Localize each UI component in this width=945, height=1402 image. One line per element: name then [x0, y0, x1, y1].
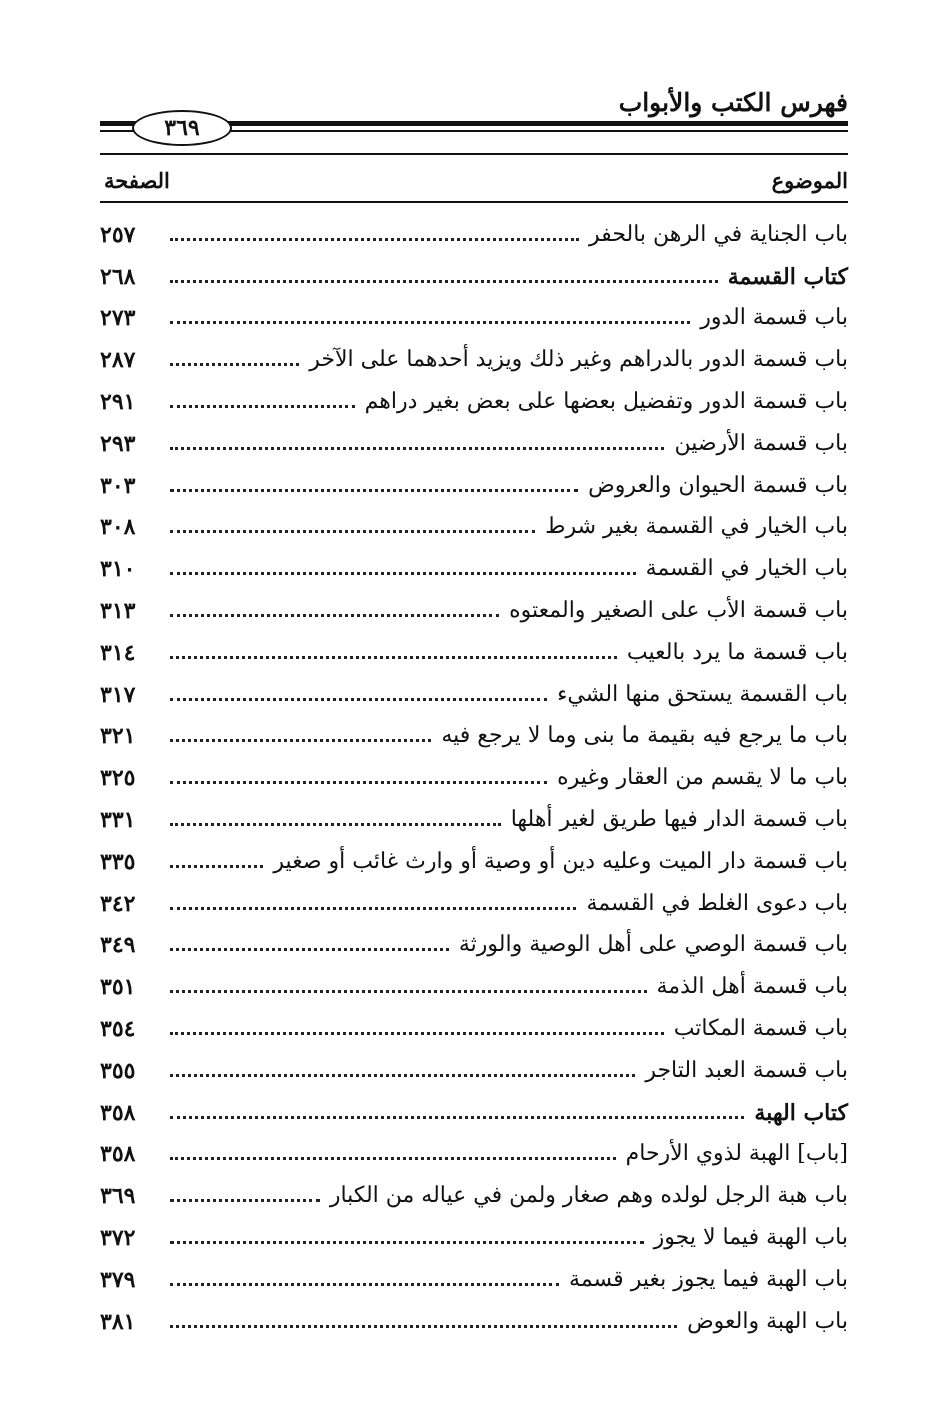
toc-entry: [100, 333, 848, 375]
chapter-title: باب الهبة فيما يجوز بغير قسمة: [569, 1266, 848, 1292]
chapter-title: باب قسمة ما يرد بالعيب: [626, 639, 848, 665]
toc-entry: [100, 1169, 848, 1211]
page-number: ٣٥٤: [100, 1015, 136, 1042]
page-number: ٣٥٨: [100, 1099, 136, 1126]
subject-column-heading: الموضوع: [771, 168, 848, 193]
toc-entry: [100, 1044, 848, 1086]
page-number: ٣٤٢: [100, 890, 136, 917]
toc-entry: [100, 710, 848, 752]
dot-leader: [170, 1116, 744, 1119]
chapter-title: باب قسمة الوصي على أهل الوصية والورثة: [458, 932, 848, 958]
chapter-title: باب الهبة والعوض: [687, 1308, 848, 1334]
toc-entry: [100, 584, 848, 626]
toc-entry: [100, 417, 848, 459]
book-heading: كتاب القسمة: [727, 263, 848, 290]
chapter-title: باب قسمة أهل الذمة: [656, 974, 848, 1000]
chapter-title: باب قسمة العبد التاجر: [645, 1057, 848, 1083]
chapter-title: باب قسمة الأب على الصغير والمعتوه: [509, 597, 848, 623]
page-number: ٣٢٥: [100, 765, 136, 792]
dot-leader: [170, 489, 578, 492]
page-column-heading: الصفحة: [104, 168, 170, 193]
chapter-title: باب هبة الرجل لولده وهم صغار ولمن في عياله من الكبار: [329, 1183, 848, 1209]
dot-leader: [170, 572, 636, 575]
toc-entry: [100, 1002, 848, 1044]
dot-leader: [170, 865, 263, 868]
dot-leader: [170, 1074, 635, 1077]
toc-entry: [100, 793, 848, 835]
toc-entry: [100, 835, 848, 877]
page-number: ٣٥١: [100, 974, 136, 1001]
chapter-title: باب قسمة الدار فيها طريق لغير أهلها: [510, 806, 848, 832]
dot-leader: [170, 1325, 677, 1328]
toc-entry: [100, 501, 848, 543]
chapter-title: باب القسمة يستحق منها الشيء: [557, 681, 848, 707]
dot-leader: [170, 698, 547, 701]
toc-entry: [100, 1253, 848, 1295]
dot-leader: [170, 823, 501, 826]
page-number: ٢٩١: [100, 388, 136, 415]
toc-entry: [100, 250, 848, 292]
chapter-title: باب الخيار في القسمة: [645, 556, 848, 582]
dot-leader: [170, 948, 449, 951]
dot-leader: [170, 280, 718, 283]
chapter-title: باب الخيار في القسمة بغير شرط: [545, 514, 848, 540]
chapter-title: باب قسمة الدور: [700, 305, 848, 331]
page-number: ٢٩٣: [100, 430, 136, 457]
toc-entry: [100, 668, 848, 710]
page-number: ٣٧٢: [100, 1224, 136, 1251]
toc-entry: [100, 960, 848, 1002]
page-number: ٣٠٣: [100, 472, 136, 499]
page-number: ٣٧٩: [100, 1266, 136, 1293]
dot-leader: [170, 1241, 644, 1244]
chapter-title: باب قسمة الحيوان والعروض: [588, 472, 848, 498]
toc-entry: [100, 459, 848, 501]
page-number: ٢٨٧: [100, 347, 136, 374]
page-number: ٣١٣: [100, 597, 136, 624]
page-number: ٢٧٣: [100, 305, 136, 332]
dot-leader: [170, 907, 576, 910]
page-number: ٣١٧: [100, 681, 136, 708]
page-number: ٣٨١: [100, 1308, 136, 1335]
chapter-title: باب ما يرجع فيه بقيمة ما بنى وما لا يرجع فيه: [441, 723, 848, 749]
toc-entry: [100, 292, 848, 334]
toc-entry: [100, 626, 848, 668]
page-number: ٣٢١: [100, 723, 136, 750]
page-number: ٣٤٩: [100, 932, 136, 959]
running-title: فهرس الكتب والأبواب: [618, 88, 848, 117]
dot-leader: [170, 405, 355, 408]
page-number: ٣٣١: [100, 806, 136, 833]
page-number: ٣١٤: [100, 639, 136, 666]
toc-entry: [100, 751, 848, 793]
dot-leader: [170, 363, 299, 366]
dot-leader: [170, 656, 617, 659]
page-number: ٣٥٥: [100, 1057, 136, 1084]
chapter-title: [باب] الهبة لذوي الأرحام: [625, 1141, 848, 1167]
dot-leader: [170, 1032, 664, 1035]
dot-leader: [170, 1157, 616, 1160]
dot-leader: [170, 1199, 320, 1202]
page-number: ٢٦٨: [100, 263, 136, 290]
toc-entry: [100, 208, 848, 250]
column-header-top-rule: [100, 153, 848, 155]
dot-leader: [170, 990, 647, 993]
page-number: ٣٠٨: [100, 514, 136, 541]
chapter-title: باب قسمة الدور وتفضيل بعضها على بعض بغير دراهم: [364, 388, 848, 414]
chapter-title: باب قسمة المكاتب: [673, 1015, 848, 1041]
page-number: ٣٥٨: [100, 1141, 136, 1168]
page-number: ٢٥٧: [100, 221, 136, 248]
page-number: ٣٣٥: [100, 848, 136, 875]
dot-leader: [170, 447, 664, 450]
chapter-title: باب الجناية في الرهن بالحفر: [589, 221, 848, 247]
page-number: ٣٦٩: [100, 1183, 136, 1210]
chapter-title: باب قسمة الأرضين: [674, 430, 848, 456]
dot-leader: [170, 238, 579, 241]
page-number: ٣١٠: [100, 556, 136, 583]
chapter-title: باب دعوى الغلط في القسمة: [586, 890, 848, 916]
toc-entry: [100, 1295, 848, 1337]
toc-entry: [100, 375, 848, 417]
dot-leader: [170, 781, 547, 784]
page-number-badge: ٣٦٩: [132, 110, 232, 146]
dot-leader: [170, 1283, 559, 1286]
table-of-contents: [100, 208, 848, 1337]
chapter-title: باب قسمة دار الميت وعليه دين أو وصية أو وارث غائب أو صغير: [273, 848, 848, 874]
toc-entry: [100, 1211, 848, 1253]
dot-leader: [170, 739, 431, 742]
column-header-bottom-rule: [100, 201, 848, 203]
chapter-title: باب الهبة فيما لا يجوز: [653, 1224, 848, 1250]
book-heading: كتاب الهبة: [754, 1099, 848, 1126]
toc-entry: [100, 1086, 848, 1128]
dot-leader: [170, 614, 499, 617]
chapter-title: باب قسمة الدور بالدراهم وغير ذلك ويزيد أحدهما على الآخر: [309, 347, 848, 373]
dot-leader: [170, 321, 690, 324]
toc-entry: [100, 877, 848, 919]
toc-entry: [100, 1128, 848, 1170]
toc-entry: [100, 542, 848, 584]
chapter-title: باب ما لا يقسم من العقار وغيره: [557, 765, 848, 791]
toc-entry: [100, 919, 848, 961]
dot-leader: [170, 530, 535, 533]
